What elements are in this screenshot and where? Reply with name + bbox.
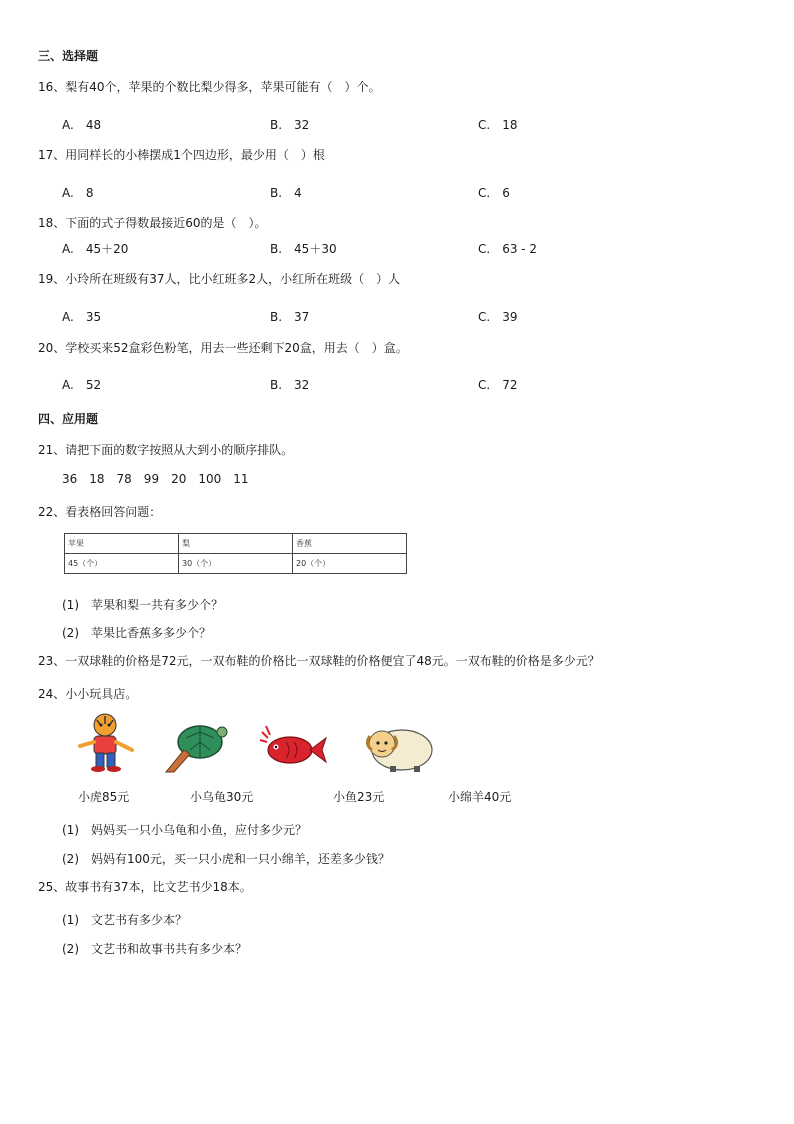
table-row	[65, 554, 407, 574]
option-16-a: A. 48	[62, 118, 102, 132]
option-19-a: A. 35	[62, 310, 102, 324]
table-cell: 20（个）	[293, 554, 407, 574]
fruit-table	[64, 533, 407, 574]
option-16-b: B. 32	[270, 118, 310, 132]
option-19-b: B. 37	[270, 310, 310, 324]
number-sequence: 36 18 78 99 20 100 11	[62, 472, 249, 486]
question-17: 17、用同样长的小棒摆成1个四边形，最少用（ ）根	[38, 148, 325, 162]
table-cell: 45（个）	[65, 554, 179, 574]
sheep-toy-icon	[360, 722, 438, 774]
option-20-c: C. 72	[478, 378, 518, 392]
table-header-row	[65, 534, 407, 554]
table-header-cell: 苹果	[65, 534, 179, 554]
fish-toy-icon	[258, 722, 328, 774]
question-16: 16、梨有40个，苹果的个数比梨少得多，苹果可能有（ ）个。	[38, 80, 381, 94]
section-title-choice: 三、选择题	[38, 49, 99, 63]
option-17-b: B. 4	[270, 186, 302, 200]
section-title-application: 四、应用题	[38, 412, 99, 426]
table-header-cell: 香蕉	[293, 534, 407, 554]
table-cell: 30（个）	[179, 554, 293, 574]
toy-label-turtle: 小乌龟30元	[190, 790, 254, 804]
question-21: 21、请把下面的数字按照从大到小的顺序排队。	[38, 443, 294, 457]
question-18: 18、下面的式子得数最接近60的是（ ）。	[38, 216, 267, 230]
option-17-c: C. 6	[478, 186, 510, 200]
turtle-toy-icon	[160, 720, 232, 776]
question-19: 19、小玲所在班级有37人，比小红班多2人，小红所在班级（ ）人	[38, 272, 401, 286]
sub-question-22-2: (2) 苹果比香蕉多多少个？	[62, 626, 211, 640]
toy-label-tiger: 小虎85元	[78, 790, 130, 804]
toy-label-fish: 小鱼23元	[333, 790, 385, 804]
option-17-a: A. 8	[62, 186, 94, 200]
sub-question-24-2: (2) 妈妈有100元，买一只小虎和一只小绵羊，还差多少钱？	[62, 852, 390, 866]
option-19-c: C. 39	[478, 310, 518, 324]
table-header-cell: 梨	[179, 534, 293, 554]
option-20-a: A. 52	[62, 378, 102, 392]
option-18-c: C. 63 - 2	[478, 242, 538, 256]
question-20: 20、学校买来52盒彩色粉笔，用去一些还剩下20盒，用去（ ）盒。	[38, 341, 408, 355]
question-22: 22、看表格回答问题：	[38, 505, 162, 519]
question-25: 25、故事书有37本，比文艺书少18本。	[38, 880, 252, 894]
option-18-b: B. 45＋30	[270, 242, 337, 256]
question-24: 24、小小玩具店。	[38, 687, 138, 701]
option-20-b: B. 32	[270, 378, 310, 392]
sub-question-25-1: (1) 文艺书有多少本？	[62, 913, 187, 927]
toy-label-sheep: 小绵羊40元	[448, 790, 512, 804]
sub-question-25-2: (2) 文艺书和故事书共有多少本？	[62, 942, 247, 956]
option-16-c: C. 18	[478, 118, 518, 132]
option-18-a: A. 45＋20	[62, 242, 129, 256]
question-23: 23、一双球鞋的价格是72元，一双布鞋的价格比一双球鞋的价格便宜了48元。一双布鞋的价格是多少元？	[38, 654, 600, 668]
sub-question-22-1: (1) 苹果和梨一共有多少个？	[62, 598, 223, 612]
tiger-toy-icon	[72, 712, 142, 774]
sub-question-24-1: (1) 妈妈买一只小乌龟和小鱼，应付多少元？	[62, 823, 307, 837]
